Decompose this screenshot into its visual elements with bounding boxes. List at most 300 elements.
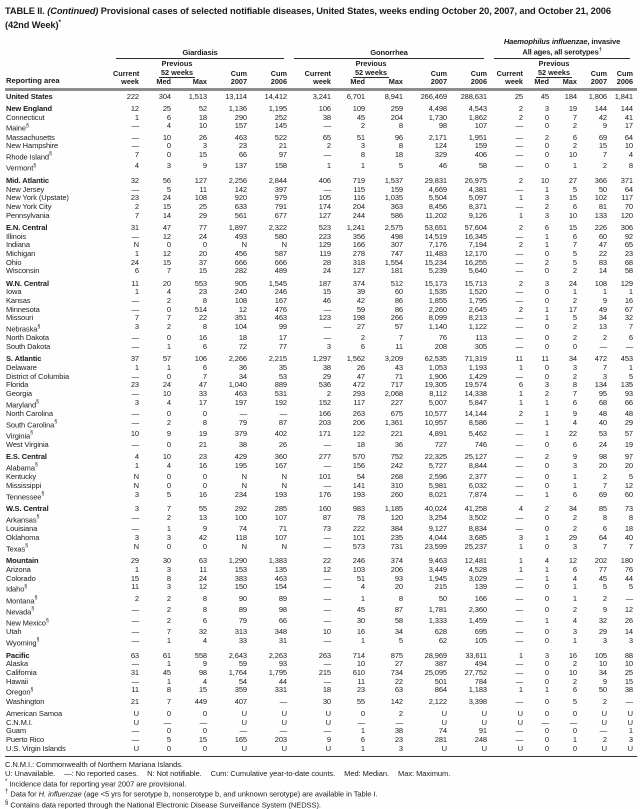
cell-hinfluenzae-med: 0 xyxy=(544,472,549,482)
reporting-area-cell: Florida xyxy=(6,380,29,390)
cell-gonorrhea-current-week: 9 xyxy=(326,734,331,744)
cell-giardiasis-max: 0 xyxy=(202,472,207,482)
cell-giardiasis-med: 61 xyxy=(162,650,171,660)
cell-giardiasis-med: 2 xyxy=(166,512,171,522)
cell-gonorrhea-max: 2,575 xyxy=(384,222,403,232)
cell-hinfluenzae-cum-2007: 40 xyxy=(598,417,607,427)
cell-hinfluenzae-current-week: — xyxy=(515,184,523,194)
reporting-area-cell: U.S. Virgin Islands xyxy=(6,743,66,753)
legend-unavailable: U: Unavailable. xyxy=(5,768,56,778)
cell-gonorrhea-cum-2007: 25,095 xyxy=(424,668,447,678)
cell-gonorrhea-cum-2007: 62 xyxy=(438,635,447,645)
cell-gonorrhea-cum-2006: 8,844 xyxy=(468,460,487,470)
cell-hinfluenzae-cum-2007: U xyxy=(601,743,607,753)
area-footnote-marker: § xyxy=(33,162,37,169)
cell-gonorrhea-cum-2006: 26,975 xyxy=(464,175,487,185)
cell-gonorrhea-med: 26 xyxy=(356,362,365,372)
cell-giardiasis-cum-2007: 1,290 xyxy=(228,556,247,566)
cell-giardiasis-cum-2007: — xyxy=(239,726,247,736)
area-footnote-marker: § xyxy=(30,430,33,437)
cell-giardiasis-max: 108 xyxy=(194,193,207,203)
col-header-max: Max xyxy=(192,77,207,87)
cell-gonorrhea-current-week: 65 xyxy=(322,132,331,142)
cell-gonorrhea-cum-2007: 5,981 xyxy=(428,480,447,490)
cell-giardiasis-current-week: 11 xyxy=(131,278,139,288)
col-header-cum-2006: Cum 2006 xyxy=(270,68,287,87)
cell-giardiasis-med: 12 xyxy=(162,231,171,241)
cell-giardiasis-cum-2007: 1,040 xyxy=(228,380,247,390)
cell-gonorrhea-max: 363 xyxy=(390,201,403,211)
cell-hinfluenzae-cum-2006: 92 xyxy=(624,231,633,241)
cell-gonorrhea-max: 58 xyxy=(394,616,403,626)
cell-giardiasis-current-week: 11 xyxy=(131,685,139,695)
table-row xyxy=(5,583,637,594)
cell-gonorrhea-med: 51 xyxy=(356,573,365,583)
cell-hinfluenzae-med: 1 xyxy=(544,428,549,438)
table-row xyxy=(5,364,637,373)
cell-gonorrhea-current-week: U xyxy=(325,743,331,753)
cell-gonorrhea-max: 227 xyxy=(390,397,403,407)
cell-gonorrhea-cum-2006: 1,520 xyxy=(468,287,487,297)
cell-giardiasis-current-week: 24 xyxy=(130,257,139,267)
cell-hinfluenzae-med: 0 xyxy=(544,659,549,669)
cell-gonorrhea-max: 63 xyxy=(394,685,403,695)
cell-giardiasis-med: 0 xyxy=(166,743,171,753)
cell-giardiasis-current-week: 37 xyxy=(130,354,139,364)
cell-gonorrhea-max: 181 xyxy=(390,266,403,276)
cell-hinfluenzae-cum-2006: 38 xyxy=(624,685,633,695)
cell-gonorrhea-max: 8,941 xyxy=(384,91,403,101)
cell-giardiasis-max: 29 xyxy=(198,210,207,220)
cell-giardiasis-max: 16 xyxy=(198,489,207,499)
cell-hinfluenzae-max: 3 xyxy=(572,362,577,372)
cell-hinfluenzae-cum-2007: 10 xyxy=(598,659,607,669)
cell-hinfluenzae-max: 184 xyxy=(564,91,577,101)
table-row xyxy=(5,543,637,554)
cell-gonorrhea-max: 3,209 xyxy=(384,354,403,364)
cell-giardiasis-cum-2007: 463 xyxy=(234,389,247,399)
cell-gonorrhea-med: 1 xyxy=(360,726,365,736)
cell-hinfluenzae-cum-2006: U xyxy=(627,717,633,727)
cell-giardiasis-cum-2007: 100 xyxy=(234,512,247,522)
cell-giardiasis-med: 0 xyxy=(166,333,171,343)
cell-gonorrhea-cum-2006: 3,685 xyxy=(468,532,487,542)
col-header-current-week: Current week xyxy=(496,68,523,87)
cell-gonorrhea-max: 384 xyxy=(390,524,403,534)
continued-label: (Continued) xyxy=(47,6,99,16)
cell-giardiasis-cum-2007: 33 xyxy=(238,635,247,645)
cell-hinfluenzae-cum-2006: 1 xyxy=(628,362,633,372)
cell-gonorrhea-cum-2007: 1,333 xyxy=(428,616,447,626)
cell-hinfluenzae-max: 2 xyxy=(572,659,577,669)
header-rule xyxy=(5,88,637,91)
cell-gonorrhea-med: 1,241 xyxy=(346,222,365,232)
cell-hinfluenzae-cum-2007: 22 xyxy=(598,249,607,258)
cell-gonorrhea-current-week: 215 xyxy=(318,668,331,678)
cell-hinfluenzae-max: 10 xyxy=(568,210,577,220)
cell-gonorrhea-med: 983 xyxy=(352,504,365,514)
cell-hinfluenzae-max: 5 xyxy=(572,696,577,706)
cell-hinfluenzae-cum-2007: 472 xyxy=(594,354,607,364)
cell-hinfluenzae-cum-2007: 133 xyxy=(594,210,607,220)
cell-giardiasis-med: 0 xyxy=(166,440,171,450)
cell-hinfluenzae-current-week: 2 xyxy=(518,408,523,418)
cell-hinfluenzae-max: 0 xyxy=(572,726,577,736)
cell-giardiasis-cum-2007: 89 xyxy=(238,604,247,614)
cell-gonorrhea-current-week: 1,297 xyxy=(312,354,331,364)
cell-gonorrhea-max: 60 xyxy=(394,287,403,297)
cell-gonorrhea-cum-2007: 5,239 xyxy=(428,266,447,276)
cell-giardiasis-max: 4 xyxy=(202,676,207,686)
cell-gonorrhea-max: — xyxy=(395,717,403,727)
cell-hinfluenzae-med: 2 xyxy=(544,132,549,142)
reporting-area-cell: New England xyxy=(6,103,52,113)
cell-hinfluenzae-max: 1 xyxy=(572,161,577,171)
cell-giardiasis-current-week: — xyxy=(131,342,139,352)
cell-gonorrhea-cum-2007: 53,651 xyxy=(424,222,447,232)
cell-gonorrhea-cum-2006: 14,144 xyxy=(464,408,487,418)
cell-hinfluenzae-max: 29 xyxy=(568,532,577,542)
cell-hinfluenzae-max: 9 xyxy=(572,408,577,418)
cell-gonorrhea-cum-2006: 139 xyxy=(474,582,487,592)
cell-hinfluenzae-cum-2006: 64 xyxy=(624,184,633,194)
table-row xyxy=(5,430,637,441)
cell-gonorrhea-max: 1,361 xyxy=(384,417,403,427)
cell-giardiasis-cum-2007: 59 xyxy=(238,659,247,669)
cell-gonorrhea-cum-2007: 628 xyxy=(434,627,447,637)
cell-hinfluenzae-current-week: 1 xyxy=(518,389,523,399)
cell-hinfluenzae-cum-2006: 144 xyxy=(620,103,633,113)
cell-gonorrhea-max: 43 xyxy=(394,362,403,372)
cell-gonorrhea-cum-2006: 1,122 xyxy=(468,322,487,332)
cell-giardiasis-med: 9 xyxy=(166,428,171,438)
cell-gonorrhea-cum-2007: 1,781 xyxy=(428,604,447,614)
cell-giardiasis-max: — xyxy=(199,717,207,727)
cell-gonorrhea-cum-2007: U xyxy=(441,743,447,753)
cell-giardiasis-med: 2 xyxy=(166,417,171,427)
cell-hinfluenzae-cum-2007: 81 xyxy=(598,201,607,211)
cell-gonorrhea-cum-2007: 5,504 xyxy=(428,193,447,203)
cell-gonorrhea-cum-2006: 1,183 xyxy=(468,685,487,695)
cell-gonorrhea-med: 18 xyxy=(356,440,365,450)
cell-gonorrhea-cum-2007: 2,171 xyxy=(428,132,447,142)
cell-gonorrhea-current-week: — xyxy=(323,726,331,736)
cell-hinfluenzae-cum-2007: 77 xyxy=(598,565,607,574)
cell-hinfluenzae-cum-2006: 70 xyxy=(624,201,633,211)
cell-hinfluenzae-current-week: — xyxy=(515,149,523,159)
cell-giardiasis-cum-2007: 79 xyxy=(238,417,247,427)
cell-hinfluenzae-med: 0 xyxy=(544,743,549,753)
cell-giardiasis-current-week: 1 xyxy=(134,460,139,470)
cell-hinfluenzae-cum-2006: 4 xyxy=(628,149,633,159)
cell-gonorrhea-current-week: 105 xyxy=(318,193,331,203)
cell-giardiasis-cum-2007: — xyxy=(239,408,247,418)
cell-giardiasis-cum-2007: 1,764 xyxy=(228,668,247,678)
cell-gonorrhea-med: 16 xyxy=(356,627,365,637)
reporting-area-cell: Illinois xyxy=(6,231,27,241)
cell-giardiasis-max: 4 xyxy=(202,635,207,645)
cell-gonorrhea-med: 472 xyxy=(352,380,365,390)
cell-gonorrhea-cum-2007: 9,463 xyxy=(428,556,447,566)
cell-hinfluenzae-max: 1 xyxy=(572,582,577,592)
cell-giardiasis-current-week: 1 xyxy=(134,287,139,297)
cell-hinfluenzae-cum-2006: 453 xyxy=(620,354,633,364)
cell-giardiasis-max: 0 xyxy=(202,726,207,736)
cell-giardiasis-med: 10 xyxy=(162,132,171,142)
table-row xyxy=(5,575,637,584)
cell-giardiasis-max: 8 xyxy=(202,593,207,603)
cell-giardiasis-max: 9 xyxy=(202,659,207,669)
cell-hinfluenzae-max: 19 xyxy=(568,103,577,113)
reporting-area-cell: North Dakota xyxy=(6,333,49,343)
cell-giardiasis-med: 8 xyxy=(166,685,171,695)
cell-hinfluenzae-med: 1 xyxy=(544,184,549,194)
cell-gonorrhea-current-week: 3,241 xyxy=(312,91,331,101)
cell-gonorrhea-med: 101 xyxy=(352,532,365,542)
cell-giardiasis-current-week: 21 xyxy=(130,696,139,706)
reporting-area-cell: Missouri xyxy=(6,313,34,323)
area-footnote-marker: § xyxy=(25,122,29,129)
cell-giardiasis-cum-2007: U xyxy=(241,743,247,753)
cell-giardiasis-max: 449 xyxy=(194,696,207,706)
cell-hinfluenzae-max: 16 xyxy=(568,650,577,660)
cell-hinfluenzae-cum-2007: 69 xyxy=(598,489,607,499)
cell-hinfluenzae-cum-2007: — xyxy=(599,342,607,352)
cell-hinfluenzae-med: 0 xyxy=(544,440,549,450)
cell-giardiasis-cum-2006: 135 xyxy=(274,565,287,574)
cell-gonorrhea-cum-2007: 8,099 xyxy=(428,313,447,323)
cell-giardiasis-med: 24 xyxy=(162,193,171,203)
reporting-area-cell: New Mexico§ xyxy=(6,617,49,628)
table-row xyxy=(5,628,637,637)
reporting-area-cell: Louisiana xyxy=(6,524,38,534)
cell-gonorrhea-current-week: 1 xyxy=(326,161,331,171)
cell-hinfluenzae-max: 1 xyxy=(572,287,577,297)
cell-hinfluenzae-cum-2007: 14 xyxy=(598,266,607,276)
cell-hinfluenzae-med: 2 xyxy=(544,452,549,462)
cell-giardiasis-cum-2006: 44 xyxy=(278,676,287,686)
cell-hinfluenzae-cum-2006: 135 xyxy=(620,380,633,390)
cell-gonorrhea-med: 54 xyxy=(356,472,365,482)
cell-hinfluenzae-max: 6 xyxy=(572,397,577,407)
cell-hinfluenzae-med: 1 xyxy=(544,304,549,314)
cell-gonorrhea-current-week: 106 xyxy=(318,103,331,113)
cell-gonorrhea-current-week: 152 xyxy=(318,397,331,407)
cell-gonorrhea-med: 10 xyxy=(356,659,365,669)
cell-hinfluenzae-current-week: 11 xyxy=(515,354,523,364)
cell-giardiasis-med: 1 xyxy=(166,676,171,686)
cell-gonorrhea-current-week: 38 xyxy=(322,112,331,122)
cell-hinfluenzae-med: — xyxy=(541,717,549,727)
cell-gonorrhea-cum-2007: 2,596 xyxy=(428,472,447,482)
cell-hinfluenzae-cum-2007: 7 xyxy=(602,362,607,372)
reporting-area-cell: American Samoa xyxy=(6,708,63,718)
cell-giardiasis-cum-2007: 379 xyxy=(234,428,247,438)
cell-hinfluenzae-max: 6 xyxy=(572,685,577,695)
table-body xyxy=(5,93,637,754)
cell-giardiasis-med: 3 xyxy=(166,582,171,592)
cell-hinfluenzae-cum-2007: 9 xyxy=(602,676,607,686)
cell-hinfluenzae-current-week: — xyxy=(515,635,523,645)
reporting-area-cell: Kentucky xyxy=(6,472,37,482)
cell-gonorrhea-cum-2006: 105 xyxy=(474,635,487,645)
cell-gonorrhea-max: 22 xyxy=(394,676,403,686)
group-title-gonorrhea: Gonorrhea xyxy=(294,49,484,59)
cell-hinfluenzae-max: 5 xyxy=(572,257,577,267)
cell-giardiasis-cum-2006: 71 xyxy=(278,524,287,534)
table-row xyxy=(5,686,637,697)
cell-hinfluenzae-cum-2007: 366 xyxy=(594,175,607,185)
cell-giardiasis-current-week: — xyxy=(131,141,139,151)
cell-hinfluenzae-cum-2006: 1 xyxy=(628,726,633,736)
cell-gonorrhea-max: 2 xyxy=(398,708,403,718)
cell-giardiasis-med: 56 xyxy=(162,175,171,185)
cell-gonorrhea-cum-2007: 4,891 xyxy=(428,428,447,438)
cell-giardiasis-cum-2006: 192 xyxy=(274,397,287,407)
cell-hinfluenzae-cum-2007: 7 xyxy=(602,149,607,159)
cell-gonorrhea-med: 45 xyxy=(356,604,365,614)
cell-hinfluenzae-cum-2006: — xyxy=(625,696,633,706)
cell-hinfluenzae-cum-2007: — xyxy=(599,726,607,736)
cell-giardiasis-cum-2006: 167 xyxy=(274,460,287,470)
reporting-area-cell: Massachusetts xyxy=(6,132,55,142)
cell-gonorrhea-current-week: — xyxy=(323,659,331,669)
cell-gonorrhea-med: 374 xyxy=(352,278,365,288)
cell-hinfluenzae-cum-2007: 2 xyxy=(602,696,607,706)
reporting-area-cell: Pacific xyxy=(6,650,30,660)
cell-hinfluenzae-max: 6 xyxy=(572,440,577,450)
table-row xyxy=(5,736,637,745)
reporting-area-cell: South Carolina§ xyxy=(6,419,58,430)
cell-giardiasis-cum-2007: 34 xyxy=(238,371,247,381)
cell-gonorrhea-current-week: 277 xyxy=(318,452,331,462)
cell-gonorrhea-current-week: — xyxy=(323,184,331,194)
cell-hinfluenzae-cum-2006: 19 xyxy=(624,440,633,450)
cell-gonorrhea-cum-2007: 76 xyxy=(438,333,447,343)
cell-hinfluenzae-cum-2007: 226 xyxy=(594,222,607,232)
cell-hinfluenzae-cum-2007: 34 xyxy=(598,313,607,323)
area-footnote-marker: § xyxy=(36,637,40,644)
cell-gonorrhea-med: 23 xyxy=(356,685,365,695)
cell-gonorrhea-max: 260 xyxy=(390,489,403,499)
cell-hinfluenzae-cum-2007: 5 xyxy=(602,582,607,592)
reporting-area-cell: Minnesota xyxy=(6,304,40,314)
cell-gonorrhea-cum-2006: 91 xyxy=(478,726,487,736)
cell-gonorrhea-cum-2007: 864 xyxy=(434,685,447,695)
cell-gonorrhea-max: 242 xyxy=(390,460,403,470)
reporting-area-cell: Indiana xyxy=(6,240,30,250)
cell-giardiasis-cum-2006: 66 xyxy=(278,616,287,626)
cell-gonorrhea-cum-2007: 46 xyxy=(438,161,447,171)
area-footnote-marker: § xyxy=(45,617,49,624)
reporting-area-cell: W.S. Central xyxy=(6,504,49,514)
reporting-area-cell: Alaska xyxy=(6,659,28,669)
column-group-haemophilus-influenzae xyxy=(491,38,637,87)
cell-hinfluenzae-cum-2006: 60 xyxy=(624,489,633,499)
cell-giardiasis-cum-2006: — xyxy=(279,696,287,706)
footnote-section: § Contains data reported through the National Electronic Disease Surveillance System (NEDSS). xyxy=(5,799,321,809)
table-row xyxy=(5,441,637,450)
cell-gonorrhea-med: 356 xyxy=(352,231,365,241)
cell-hinfluenzae-max: 2 xyxy=(572,296,577,306)
cell-giardiasis-current-week: 23 xyxy=(130,193,139,203)
cell-gonorrhea-cum-2006: 1,459 xyxy=(468,616,487,626)
col-header-cum-2007: Cum 2007 xyxy=(590,68,607,87)
cell-giardiasis-current-week: 23 xyxy=(130,380,139,390)
cell-gonorrhea-current-week: 174 xyxy=(318,201,331,211)
cell-gonorrhea-current-week: — xyxy=(323,460,331,470)
cell-gonorrhea-max: 752 xyxy=(390,452,403,462)
col-header-cum-2006: Cum 2006 xyxy=(470,68,487,87)
cell-hinfluenzae-cum-2007: 102 xyxy=(594,193,607,203)
cell-giardiasis-cum-2007: N xyxy=(241,240,247,250)
cell-giardiasis-cum-2007: 66 xyxy=(238,149,247,159)
col-header-med: Med xyxy=(156,77,171,87)
cell-hinfluenzae-med: 0 xyxy=(544,266,549,276)
cell-gonorrhea-cum-2006: 2,360 xyxy=(468,604,487,614)
cell-gonorrhea-med: 1 xyxy=(360,161,365,171)
cell-gonorrhea-current-week: 171 xyxy=(318,428,331,438)
cell-giardiasis-current-week: — xyxy=(131,659,139,669)
cell-gonorrhea-med: 2 xyxy=(360,121,365,131)
cell-giardiasis-max: 15 xyxy=(198,266,207,276)
title-footnote-marker: * xyxy=(58,19,61,27)
cell-giardiasis-current-week: — xyxy=(131,512,139,522)
cell-giardiasis-current-week: 31 xyxy=(130,222,139,232)
cell-gonorrhea-cum-2006: 288,631 xyxy=(460,91,487,101)
cell-hinfluenzae-cum-2007: 2 xyxy=(602,333,607,343)
cell-hinfluenzae-max: 5 xyxy=(572,249,577,258)
cell-giardiasis-current-week: 6 xyxy=(134,266,139,276)
cell-giardiasis-max: 8 xyxy=(202,322,207,332)
cell-gonorrhea-current-week: — xyxy=(323,532,331,542)
cell-gonorrhea-cum-2006: 4,381 xyxy=(468,184,487,194)
cell-hinfluenzae-current-week: 2 xyxy=(518,304,523,314)
cell-gonorrhea-cum-2006: 16,255 xyxy=(464,257,487,267)
cell-gonorrhea-cum-2007: 19,305 xyxy=(424,380,447,390)
cell-hinfluenzae-cum-2006: 67 xyxy=(624,304,633,314)
cell-gonorrhea-cum-2007: 22,325 xyxy=(424,452,447,462)
cell-giardiasis-max: 37 xyxy=(198,257,207,267)
cell-hinfluenzae-cum-2006: 7 xyxy=(628,541,633,551)
cell-giardiasis-med: 5 xyxy=(166,184,171,194)
cell-gonorrhea-cum-2007: 15,234 xyxy=(424,257,447,267)
cell-gonorrhea-current-week: 46 xyxy=(322,296,331,306)
cell-giardiasis-cum-2006: 979 xyxy=(274,193,287,203)
table-row xyxy=(5,678,637,687)
cell-gonorrhea-med: 59 xyxy=(356,304,365,314)
cell-giardiasis-cum-2006: 360 xyxy=(274,452,287,462)
cell-gonorrhea-max: 87 xyxy=(394,604,403,614)
cell-giardiasis-max: 0 xyxy=(202,480,207,490)
cell-giardiasis-cum-2007: 633 xyxy=(234,201,247,211)
cell-hinfluenzae-cum-2006: 44 xyxy=(624,573,633,583)
cell-hinfluenzae-cum-2006: 1,841 xyxy=(614,91,633,101)
table-row xyxy=(5,652,637,661)
cell-giardiasis-med: 4 xyxy=(166,121,171,131)
cell-giardiasis-med: 15 xyxy=(162,257,171,267)
cell-giardiasis-med: 1 xyxy=(166,659,171,669)
cell-gonorrhea-cum-2006: 746 xyxy=(474,440,487,450)
cell-gonorrhea-med: 573 xyxy=(352,541,365,551)
cell-gonorrhea-cum-2006: 16,345 xyxy=(464,231,487,241)
cell-giardiasis-cum-2007: 74 xyxy=(238,524,247,534)
cell-hinfluenzae-med: 0 xyxy=(544,541,549,551)
cell-giardiasis-max: 6 xyxy=(202,342,207,352)
cell-gonorrhea-cum-2007: 5,007 xyxy=(428,397,447,407)
cell-gonorrhea-med: — xyxy=(357,717,365,727)
cell-gonorrhea-cum-2007: 98 xyxy=(438,121,447,131)
